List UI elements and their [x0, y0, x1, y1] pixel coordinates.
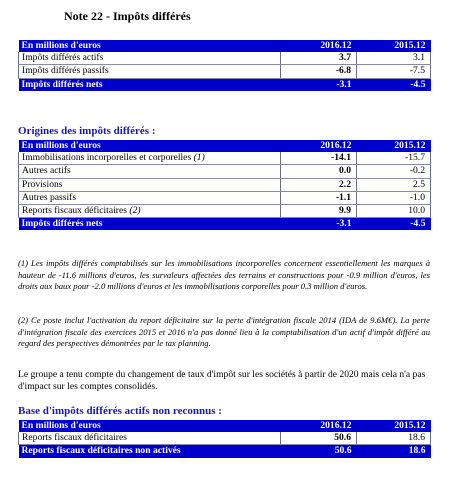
row-value-2016: -14.1 [281, 152, 357, 165]
row-label: Impôts différés actifs [19, 52, 281, 65]
row-value-2015: 18.6 [357, 432, 431, 445]
header-col-2015: 2015.12 [357, 40, 431, 52]
table-row [19, 178, 431, 191]
footnote-2: (2) Ce poste inclut l'activation du report déficitaire sur la perte d'intégration fiscale 2014 (IDA de 9.6M€). La perte d'intégration fiscale des exercices 2015 et 2016 n'a pas donné lieu à la comptabilisation d'un actif d'impôt différé au regard des perspectives démontrées par le tax planning. [18, 315, 430, 349]
table-row [19, 52, 431, 65]
row-value-2016: 0.0 [281, 165, 357, 178]
header-col-2015: 2015.12 [357, 140, 431, 152]
unrecognized-deferred-tax-table [18, 420, 431, 458]
table-row [19, 191, 431, 204]
row-value-2016: 50.6 [281, 432, 357, 445]
header-col-2016: 2016.12 [281, 40, 357, 52]
row-value-2015: -0.2 [357, 165, 431, 178]
header-col-2016: 2016.12 [281, 140, 357, 152]
header-col-2016: 2016.12 [281, 420, 357, 432]
row-label-text: Immobilisations incorporelles et corporelles [22, 152, 192, 164]
row-label: Impôts différés passifs [19, 65, 281, 78]
deferred-tax-origins-table [18, 140, 431, 230]
table-total-row [19, 218, 431, 231]
row-value-2016: 3.7 [281, 52, 357, 65]
table-row [19, 165, 431, 178]
row-label: Autres actifs [19, 165, 281, 178]
total-value-2015: -4.5 [357, 78, 431, 91]
total-value-2016: -3.1 [281, 78, 357, 91]
total-value-2016: 50.6 [281, 445, 357, 458]
table-row [19, 432, 431, 445]
header-label: En millions d'euros [19, 420, 281, 432]
table-header-row [19, 420, 431, 432]
footnote-ref: (1) [193, 152, 205, 164]
total-label: Impôts différés nets [19, 78, 281, 91]
total-label: Impôts différés nets [19, 218, 281, 231]
row-label [19, 204, 281, 217]
header-col-2015: 2015.12 [357, 420, 431, 432]
row-label: Provisions [19, 178, 281, 191]
row-label [19, 152, 281, 165]
table-total-row [19, 78, 431, 91]
total-value-2015: 18.6 [357, 445, 431, 458]
row-value-2016: -1.1 [281, 191, 357, 204]
row-value-2015: -1.0 [357, 191, 431, 204]
header-label: En millions d'euros [19, 40, 281, 52]
row-value-2016: 2.2 [281, 178, 357, 191]
footnote-ref: (2) [129, 205, 141, 217]
note-title: Note 22 - Impôts différés [64, 9, 191, 23]
section-title-origins: Origines des impôts différés : [18, 125, 156, 137]
table-row [19, 65, 431, 78]
row-value-2015: -7.5 [357, 65, 431, 78]
total-value-2015: -4.5 [357, 218, 431, 231]
table-header-row [19, 40, 431, 52]
table-row [19, 204, 431, 217]
row-value-2016: 9.9 [281, 204, 357, 217]
table-total-row [19, 445, 431, 458]
deferred-tax-summary-table [18, 40, 431, 91]
row-value-2015: 2.5 [357, 178, 431, 191]
total-value-2016: -3.1 [281, 218, 357, 231]
table-row [19, 152, 431, 165]
section-title-unrecognized: Base d'impôts différés actifs non reconnus : [18, 405, 222, 417]
row-label: Reports fiscaux déficitaires [19, 432, 281, 445]
row-value-2015: 10.0 [357, 204, 431, 217]
header-label: En millions d'euros [19, 140, 281, 152]
total-label: Reports fiscaux déficitaires non activés [19, 445, 281, 458]
row-label-text: Reports fiscaux déficitaires [22, 205, 127, 217]
row-value-2015: -15.7 [357, 152, 431, 165]
row-label: Autres passifs [19, 191, 281, 204]
row-value-2015: 3.1 [357, 52, 431, 65]
table-header-row [19, 140, 431, 152]
tax-rate-paragraph: Le groupe a tenu compte du changement de taux d'impôt sur les sociétés à partir de 2020 mais cela n'a pas d'impact sur les comptes consolidés. [18, 369, 426, 392]
footnote-1: (1) Les impôts différés comptabilisés sur les immobilisations incorporelles concernent essentiellement les marques à hauteur de -11.6 millions d'euros, les survaleurs affectées des terrains et constructions pour -0.9 million d'euros, les droits aux baux pour -2.0 millions d'euros et les immobilisations corporelles pour 0.3 million d'euros. [18, 258, 430, 292]
row-value-2016: -6.8 [281, 65, 357, 78]
